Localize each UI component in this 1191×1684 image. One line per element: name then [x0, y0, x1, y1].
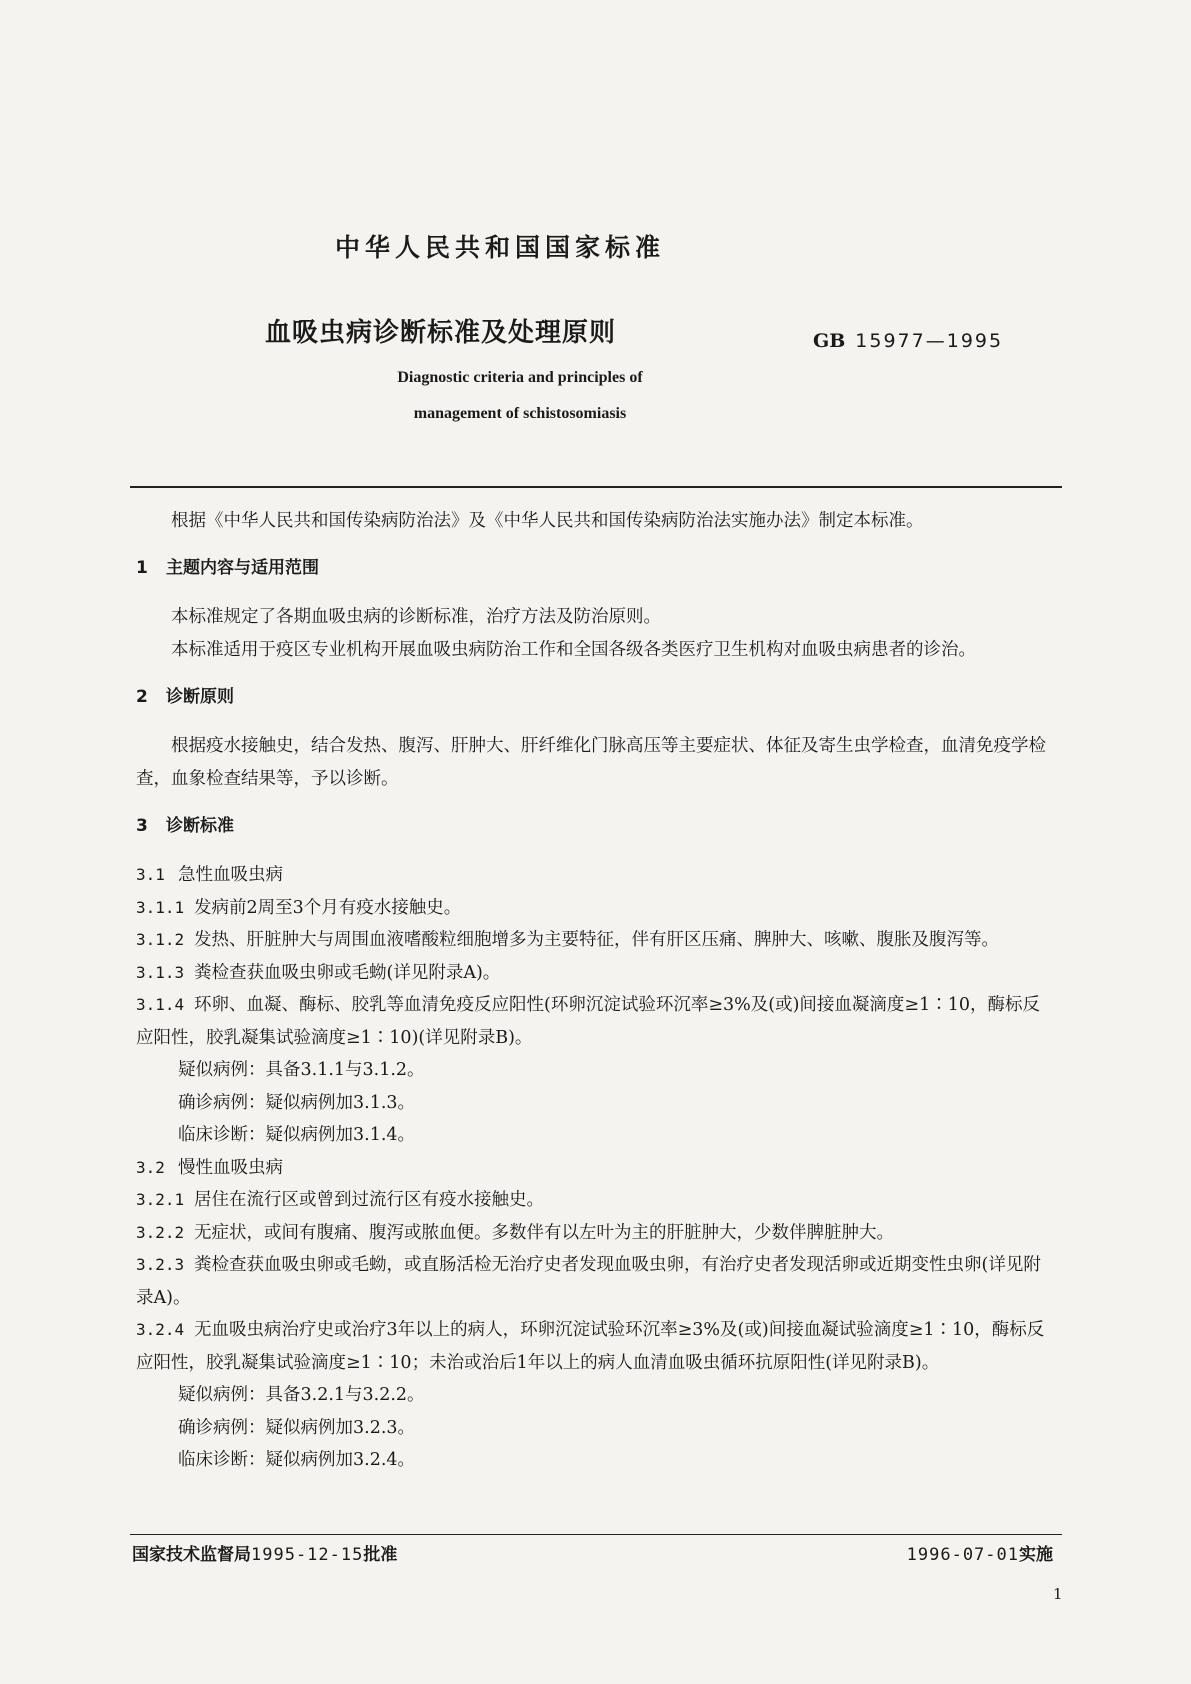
diagnosis-suspected: 疑似病例：具备3.2.1与3.2.2。 — [178, 1385, 425, 1405]
paragraph: 本标准适用于疫区专业机构开展血吸虫病防治工作和全国各级各类医疗卫生机构对血吸虫病患者的诊治。 — [171, 640, 976, 660]
diagnosis-confirmed: 确诊病例：疑似病例加3.1.3。 — [178, 1092, 416, 1113]
approval-suffix: 批准 — [363, 1545, 398, 1565]
implementation-line — [907, 1540, 1053, 1565]
diagnosis-suspected: 疑似病例：具备3.1.1与3.1.2。 — [178, 1060, 425, 1080]
clause-text: 无血吸虫病治疗史或治疗3年以上的病人，环卵沉淀试验环沉率≥3%及(或)间接血凝试验滴度≥1∶10，酶标反应阳性，胶乳凝集试验滴度≥1∶10；未治或治后1年以上的病人血清血吸虫循环抗原阳性(详见附录B)。 — [136, 1320, 1045, 1373]
implementation-suffix: 实施 — [1019, 1545, 1053, 1565]
clause-number: 3.1.2 — [136, 930, 185, 949]
clause-text: 发病前2周至3个月有疫水接触史。 — [194, 897, 462, 918]
approval-date: 1995-12-15 — [251, 1545, 364, 1565]
section-heading — [136, 810, 1056, 842]
national-standard-heading: 中华人民共和国国家标准 — [334, 233, 665, 262]
clause-number: 3.1.4 — [136, 995, 185, 1014]
section-title: 诊断标准 — [166, 816, 234, 836]
clause-text: 居住在流行区或曾到过流行区有疫水接触史。 — [194, 1190, 544, 1210]
page-number: 1 — [1053, 1585, 1063, 1603]
clause-text: 慢性血吸虫病 — [178, 1157, 283, 1178]
english-title-line-2: management of schistosomiasis — [413, 405, 627, 422]
diagnosis-clinical: 临床诊断：疑似病例加3.2.4。 — [178, 1450, 416, 1470]
clause — [136, 924, 1056, 957]
diagnosis-clinical: 临床诊断：疑似病例加3.1.4。 — [178, 1125, 416, 1145]
clause-number: 3.2.2 — [136, 1222, 185, 1242]
clause-number: 3.1.1 — [136, 897, 185, 917]
clause-text: 无症状，或间有腹痛、腹泻或脓血便。多数伴有以左叶为主的肝脏肿大，少数伴脾脏肿大。 — [194, 1222, 894, 1243]
paragraph: 根据疫水接触史，结合发热、腹泻、肝肿大、肝纤维化门脉高压等主要症状、体征及寄生虫学检查，血清免疫学检查，血象检查结果等，予以诊断。 — [136, 736, 1046, 789]
implementation-date: 1996-07-01 — [906, 1545, 1019, 1565]
clause — [136, 1249, 1056, 1314]
standard-code: 15977—1995 — [855, 330, 1004, 352]
diagnosis-confirmed: 确诊病例：疑似病例加3.2.3。 — [178, 1417, 416, 1438]
clause-text: 急性血吸虫病 — [178, 865, 283, 885]
paragraph: 本标准规定了各期血吸虫病的诊断标准，治疗方法及防治原则。 — [171, 607, 661, 627]
section-number: 1 — [136, 558, 148, 578]
intro-paragraph: 根据《中华人民共和国传染病防治法》及《中华人民共和国传染病防治法实施办法》制定本标准。 — [171, 511, 924, 531]
clause-number: 3.2.3 — [136, 1255, 185, 1274]
section-title: 主题内容与适用范围 — [166, 558, 319, 578]
clause — [136, 957, 1056, 990]
footer-divider — [130, 1534, 1062, 1535]
clause-text: 粪检查获血吸虫卵或毛蚴，或直肠活检无治疗史者发现血吸虫卵，有治疗史者发现活卵或近期变性虫卵(详见附录A)。 — [136, 1255, 1041, 1308]
section-heading — [136, 681, 1056, 713]
clause-number: 3.1 — [136, 865, 165, 884]
clause-number: 3.2.4 — [136, 1320, 185, 1339]
english-title-line-1: Diagnostic criteria and principles of — [397, 369, 643, 386]
clause — [136, 1314, 1056, 1379]
clause — [136, 989, 1056, 1054]
clause — [136, 892, 1056, 925]
document-body — [136, 505, 1056, 1477]
clause-number: 3.2.1 — [136, 1190, 185, 1209]
clause-number: 3.1.3 — [136, 962, 185, 982]
approval-org: 国家技术监督局 — [132, 1545, 251, 1565]
document-title: 血吸虫病诊断标准及处理原则 — [265, 318, 617, 348]
clause-text: 环卵、血凝、酶标、胶乳等血清免疫反应阳性(环卵沉淀试验环沉率≥3%及(或)间接血凝滴度≥1∶10，酶标反应阳性，胶乳凝集试验滴度≥1∶10)(详见附录B)。 — [136, 995, 1040, 1048]
clause-text: 发热、肝脏肿大与周围血液嗜酸粒细胞增多为主要特征，伴有肝区压痛、脾肿大、咳嗽、腹胀及腹泻等。 — [194, 930, 999, 950]
standard-prefix: GB — [813, 330, 846, 352]
clause — [136, 1184, 1056, 1217]
clause-number: 3.2 — [136, 1157, 165, 1177]
clause — [136, 1152, 1056, 1185]
standard-number — [813, 330, 1003, 352]
clause — [136, 1217, 1056, 1250]
clause — [136, 859, 1056, 892]
header-divider — [130, 486, 1062, 488]
approval-line — [132, 1540, 397, 1565]
section-number: 2 — [136, 687, 148, 707]
section-heading — [136, 552, 1056, 584]
section-title: 诊断原则 — [166, 687, 234, 707]
section-number: 3 — [136, 816, 148, 836]
clause-text: 粪检查获血吸虫卵或毛蚴(详见附录A)。 — [194, 962, 501, 983]
